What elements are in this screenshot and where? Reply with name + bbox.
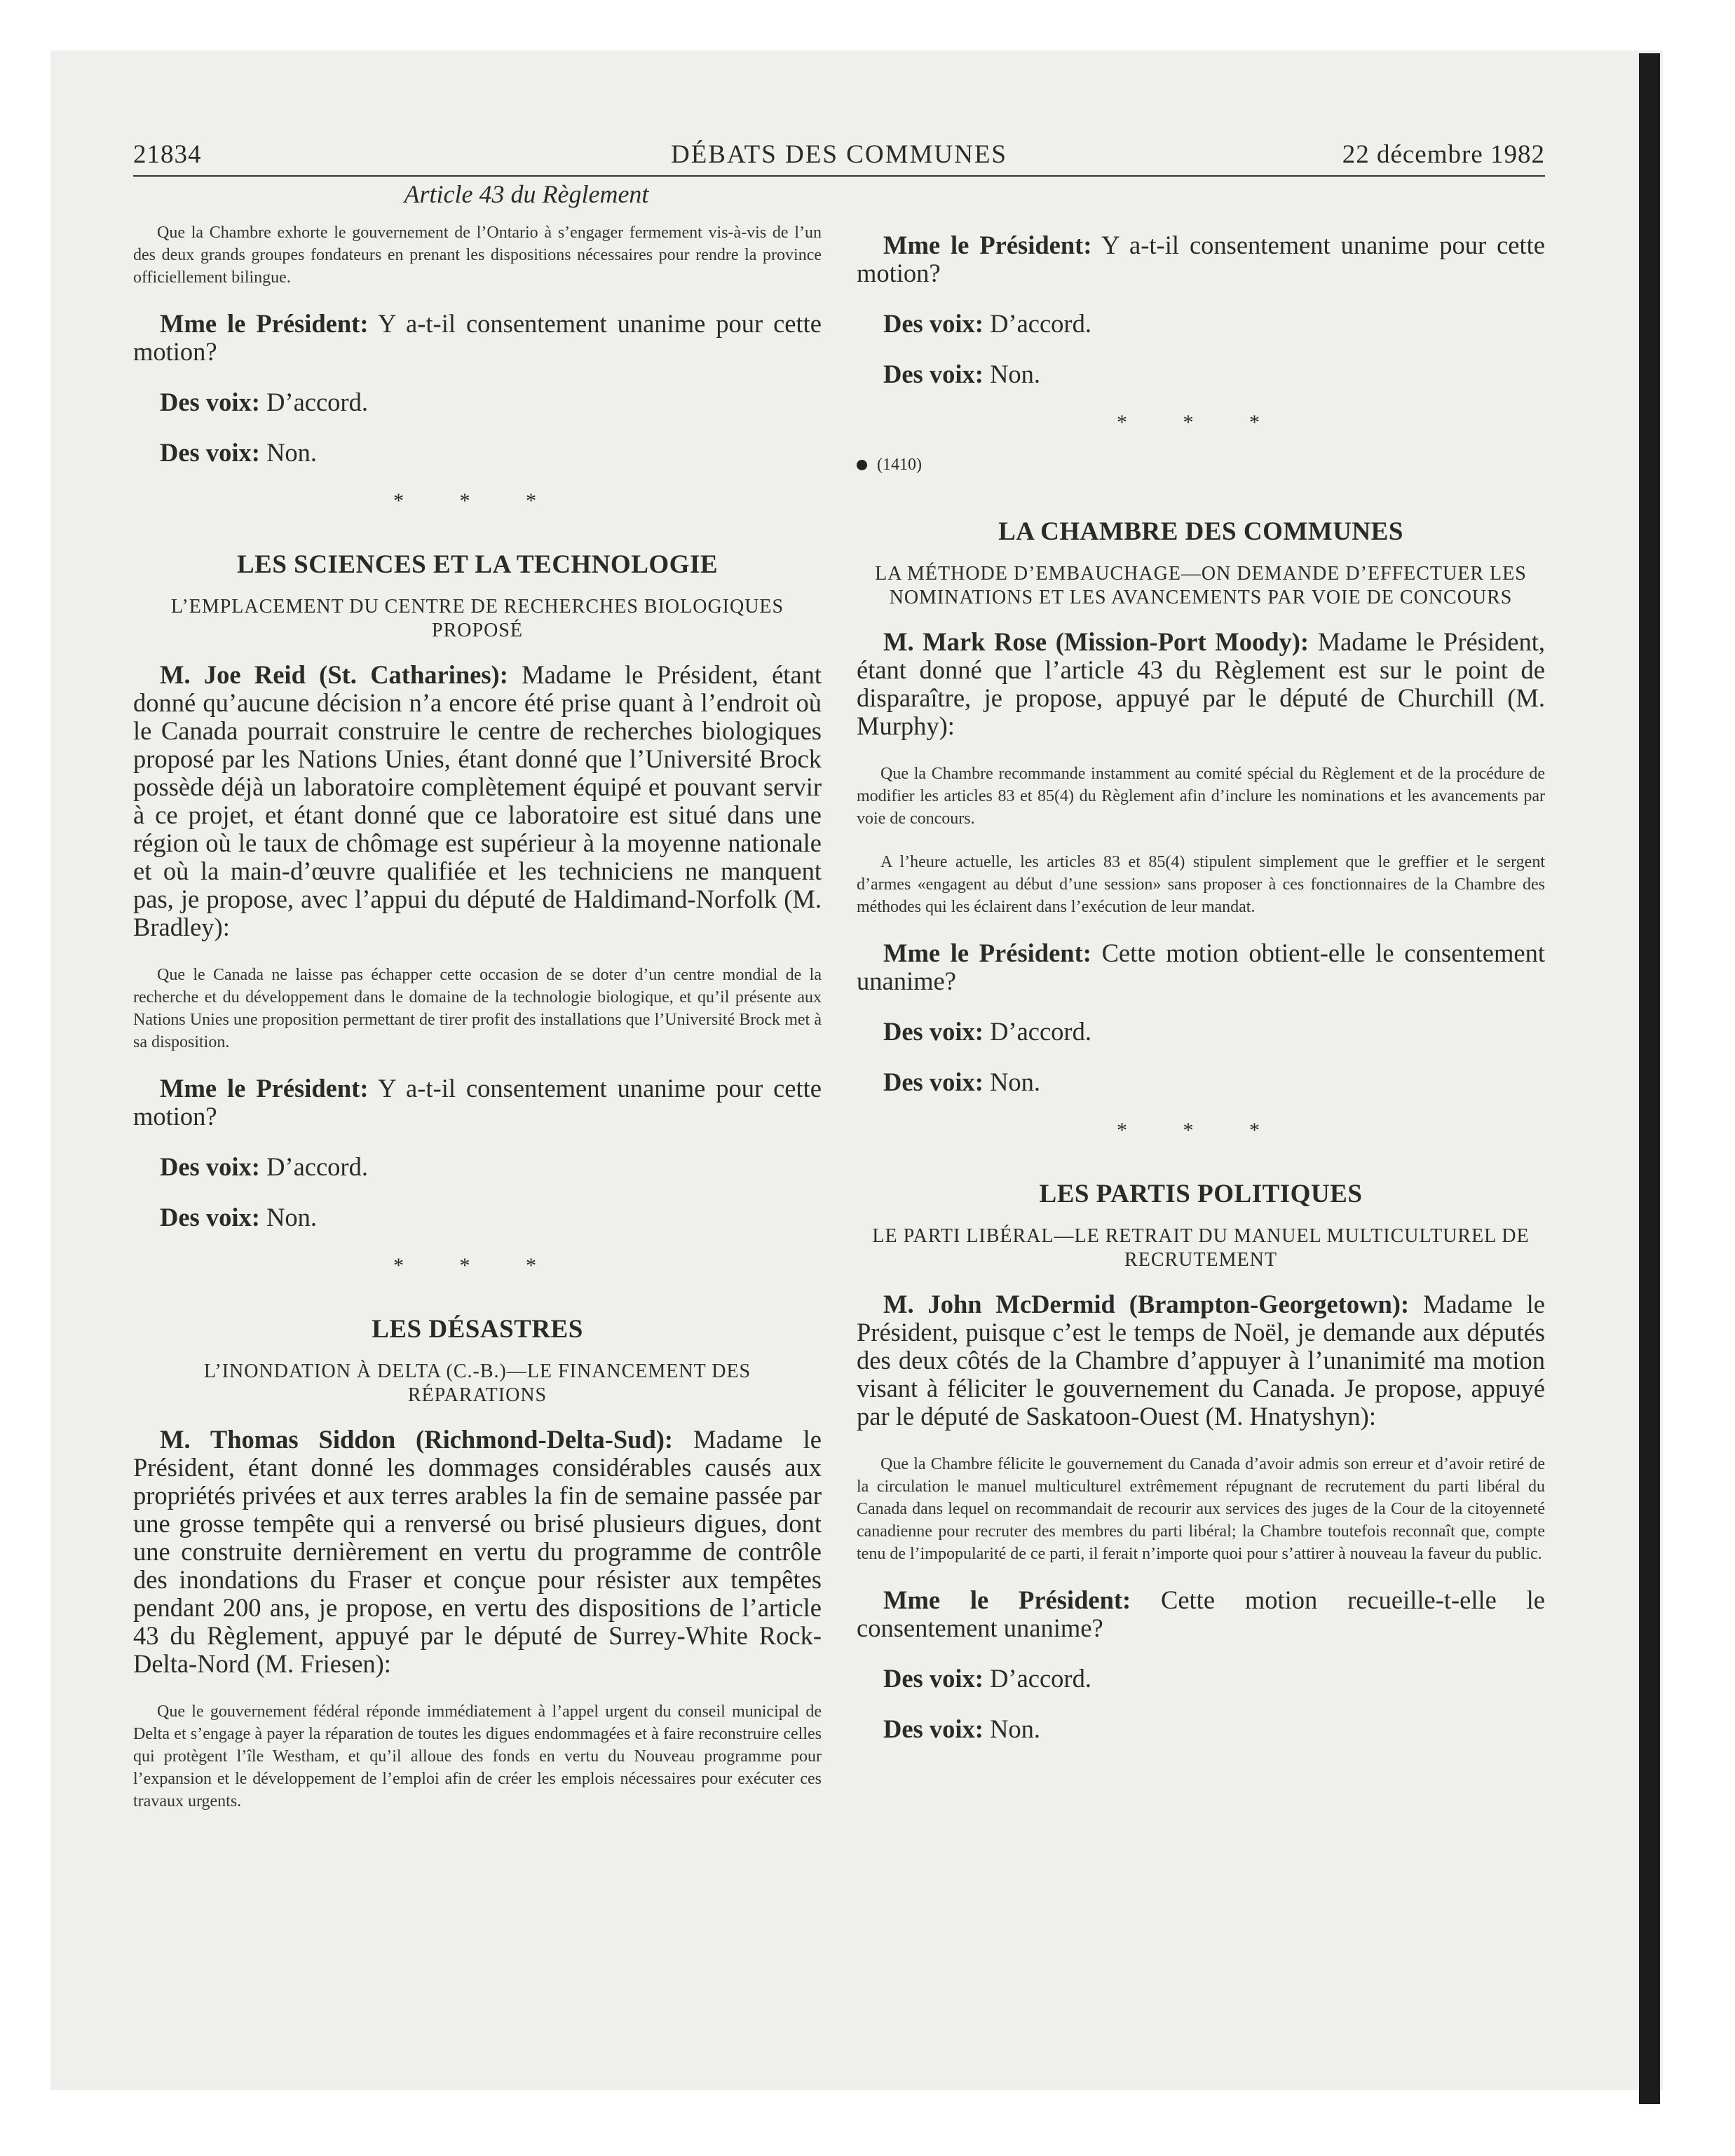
speaker-name: Mme le Président:: [160, 309, 369, 338]
vote-text: Non.: [259, 438, 318, 467]
speaker-name: M. Mark Rose (Mission-Port Moody):: [883, 627, 1309, 656]
section-subheading: L’EMPLACEMENT DU CENTRE DE RECHERCHES BIOLOGIQUES PROPOSÉ: [170, 596, 784, 641]
speaker-name: Des voix:: [883, 309, 984, 338]
motion-text: Que le gouvernement fédéral réponde immédiatement à l’appel urgent du conseil municipal de Delta et s’engage à payer la réparation de toutes les digues endommagées et à faire reconstruire celles qui protègent l’île Westham, et qu’il alloue des fonds en vertu du Nouveau programme pour l’expansion et le développement de l’emploi afin de créer les emplois nécessaires pour exécuter ces travaux urgents.: [133, 1703, 822, 1810]
vote-line: [133, 1203, 822, 1231]
speaker-name: Des voix:: [883, 1017, 984, 1046]
page-header: [133, 133, 1545, 177]
speaker-name: M. Joe Reid (St. Catharines):: [160, 660, 508, 689]
speaker-name: Des voix:: [160, 1152, 260, 1181]
right-column: [857, 231, 1545, 1766]
speaker-name: Mme le Président:: [883, 1585, 1131, 1614]
vote-line: [857, 1018, 1545, 1046]
motion-text: Que la Chambre exhorte le gouvernement de l’Ontario à s’engager fermement vis-à-vis de l’un des deux grands groupes fondateurs en prenant les dispositions nécessaires pour rendre la province officiellement bilingue.: [133, 224, 822, 287]
scan-edge-bar: [1639, 53, 1660, 2104]
speaker-name: Mme le Président:: [883, 231, 1092, 259]
speaker-name: Des voix:: [883, 360, 984, 388]
section-separator: * * *: [393, 1254, 562, 1277]
speech-paragraph: [857, 939, 1545, 995]
motion-text: Que le Canada ne laisse pas échapper cette occasion de se doter d’un centre mondial de la recherche et du développement dans le domaine de la technologie biologique, et qu’il présente aux Nations Unies une proposition permettant de tirer profit des installations que l’Université Brock met à sa disposition.: [133, 966, 822, 1051]
vote-text: Non.: [259, 1203, 318, 1231]
article-heading: Article 43 du Règlement: [404, 180, 649, 208]
speaker-name: M. Thomas Siddon (Richmond-Delta-Sud):: [160, 1425, 674, 1454]
speaker-name: Des voix:: [883, 1714, 984, 1743]
vote-line: [857, 1665, 1545, 1693]
section-separator: * * *: [1117, 1119, 1285, 1142]
vote-line: [857, 1068, 1545, 1096]
speech-paragraph: [133, 661, 822, 941]
speaker-name: Des voix:: [160, 438, 260, 467]
section-heading: LES DÉSASTRES: [372, 1315, 583, 1344]
time-marker: [857, 456, 1545, 475]
speaker-name: Mme le Président:: [883, 939, 1091, 967]
page-date: 22 décembre 1982: [1342, 140, 1545, 169]
speech-paragraph: [133, 1426, 822, 1678]
section-heading: LES PARTIS POLITIQUES: [1039, 1180, 1363, 1208]
vote-text: Non.: [983, 360, 1041, 388]
vote-line: [857, 1715, 1545, 1743]
vote-text: D’accord.: [259, 1152, 368, 1181]
speaker-name: Des voix:: [883, 1067, 984, 1096]
vote-line: [133, 388, 822, 416]
speech-paragraph: [857, 231, 1545, 287]
motion-text: Que la Chambre félicite le gouvernement du Canada d’avoir admis son erreur et d’avoir retiré de la circulation le manuel multiculturel extrêmement répugnant de recrutement du parti libéral du Canada dans lequel on recommandait de recourir aux services des juges de la Cour de la citoyenneté canadienne pour recruter des membres du parti libéral; la Chambre toutefois reconnaît que, compte tenu de l’impopularité de ce parti, il ferait n’importe quoi pour s’attirer à nouveau la faveur du public.: [857, 1455, 1545, 1563]
vote-line: [133, 439, 822, 467]
speech-text: Cette motion recueille-t-elle le consentement unanime?: [857, 1585, 1545, 1642]
speech-text: Madame le Président, étant donné les dommages considérables causés aux propriétés privées et aux terres arables la fin de semaine passée par une grosse tempête qui a renversé ou brisé plusieurs digues, dont une construite dernièrement en vertu du programme de contrôle des inondations du Fraser et conçue pour résister aux tempêtes pendant 200 ans, je propose, en vertu des dispositions de l’article 43 du Règlement, appuyé par le député de Surrey-White Rock-Delta-Nord (M. Friesen):: [133, 1425, 822, 1678]
speech-paragraph: [133, 1074, 822, 1131]
section-heading: LES SCIENCES ET LA TECHNOLOGIE: [236, 550, 719, 579]
section-heading: LA CHAMBRE DES COMMUNES: [998, 517, 1403, 546]
speech-text: Y a-t-il consentement unanime pour cette motion?: [857, 231, 1545, 287]
page-number: 21834: [133, 140, 202, 169]
vote-text: D’accord.: [983, 1017, 1091, 1046]
section-subheading: LA MÉTHODE D’EMBAUCHAGE—ON DEMANDE D’EFFECTUER LES NOMINATIONS ET LES AVANCEMENTS PAR VOIE DE CONCOURS: [875, 563, 1527, 608]
vote-line: [857, 360, 1545, 388]
vote-text: D’accord.: [259, 388, 368, 416]
speech-text: Madame le Président, étant donné qu’aucune décision n’a encore été prise quant à l’endroit où le Canada pourrait construire le centre de recherches biologiques proposé par les Nations Unies, étant donné que l’Université Brock possède déjà un laboratoire complètement équipé et pouvant servir à ce projet, et étant donné que ce laboratoire est situé dans une région où le taux de chômage est supérieur à la moyenne nationale et où la main-d’œuvre qualifiée et les techniciens ne manquent pas, je propose, avec l’appui du député de Haldimand-Norfolk (M. Bradley):: [133, 660, 822, 941]
bullet-icon: [857, 460, 867, 470]
speaker-name: Des voix:: [883, 1664, 984, 1693]
vote-text: D’accord.: [983, 309, 1091, 338]
speech-paragraph: [857, 1290, 1545, 1431]
speaker-name: Des voix:: [160, 1203, 260, 1231]
vote-text: Non.: [983, 1067, 1041, 1096]
left-column: [133, 175, 822, 1834]
speaker-name: M. John McDermid (Brampton-Georgetown):: [883, 1290, 1410, 1318]
vote-text: Non.: [983, 1714, 1041, 1743]
vote-line: [133, 1153, 822, 1181]
speech-paragraph: [133, 310, 822, 366]
speaker-name: Mme le Président:: [160, 1074, 369, 1103]
speech-text: Y a-t-il consentement unanime pour cette motion?: [133, 309, 822, 366]
speech-text: Madame le Président, étant donné que l’article 43 du Règlement est sur le point de disparaître, je propose, appuyé par le député de Churchill (M. Murphy):: [857, 627, 1545, 740]
speech-text: Cette motion obtient-elle le consentement unanime?: [857, 939, 1545, 995]
section-separator: * * *: [393, 489, 562, 512]
speech-text: Y a-t-il consentement unanime pour cette motion?: [133, 1074, 822, 1131]
vote-line: [857, 310, 1545, 338]
section-separator: * * *: [1117, 411, 1285, 434]
publication-title: DÉBATS DES COMMUNES: [670, 140, 1007, 169]
speech-text: Madame le Président, puisque c’est le temps de Noël, je demande aux députés des deux côtés de la Chambre d’appuyer à l’unanimité ma motion visant à féliciter le gouvernement du Canada. Je propose, appuyé par le député de Saskatoon-Ouest (M. Hnatyshyn):: [857, 1290, 1546, 1431]
speech-paragraph: [857, 628, 1545, 740]
vote-text: D’accord.: [983, 1664, 1091, 1693]
speech-paragraph: [857, 1586, 1545, 1642]
motion-text: Que la Chambre recommande instamment au comité spécial du Règlement et de la procédure de modifier les articles 83 et 85(4) du Règlement afin d’inclure les nominations et les avancements par voie de concours.: [857, 765, 1545, 828]
section-subheading: LE PARTI LIBÉRAL—LE RETRAIT DU MANUEL MULTICULTUREL DE RECRUTEMENT: [872, 1225, 1530, 1271]
speaker-name: Des voix:: [160, 388, 260, 416]
motion-text: A l’heure actuelle, les articles 83 et 85(4) stipulent simplement que le greffier et le sergent d’armes «engagent au début d’une session» sans proposer à ces fonctionnaires de la Chambre des méthodes qui les éclairent dans l’exécution de leur mandat.: [857, 853, 1545, 916]
section-subheading: L’INONDATION À DELTA (C.-B.)—LE FINANCEMENT DES RÉPARATIONS: [203, 1360, 751, 1406]
time-marker-text: (1410): [877, 456, 922, 474]
